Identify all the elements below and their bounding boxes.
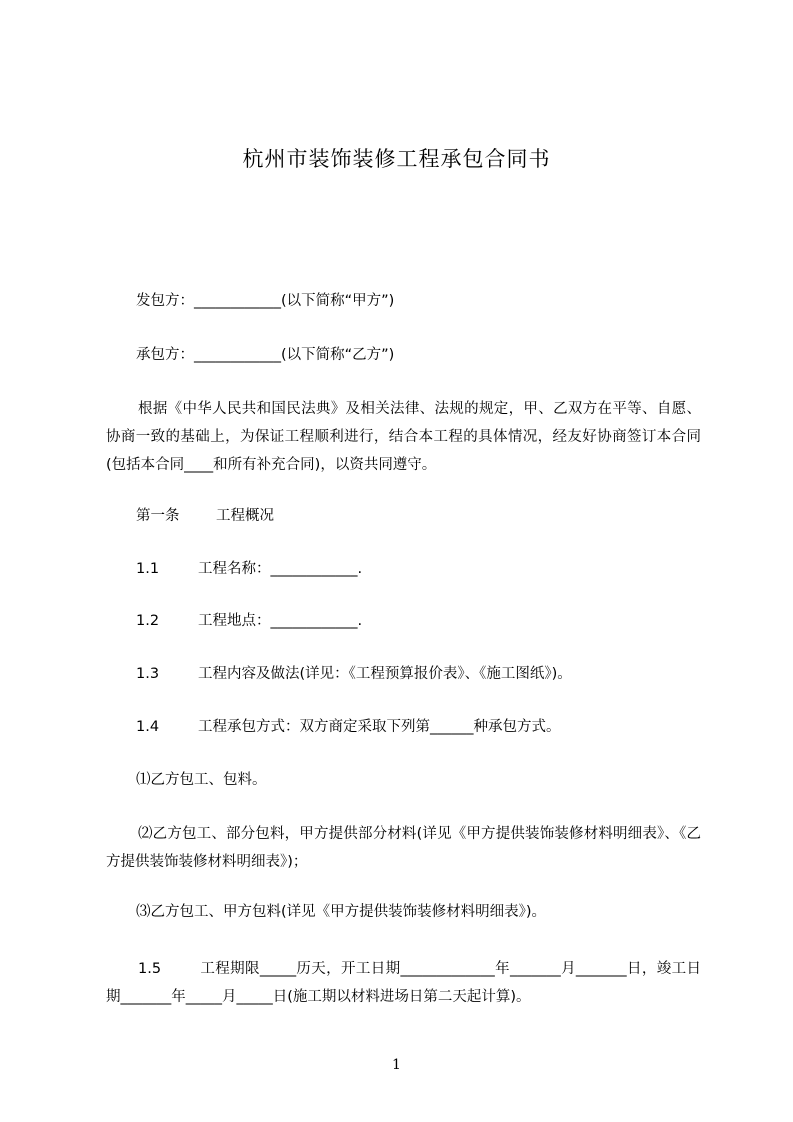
item-text: 工程承包方式：双方商定采取下列第______种承包方式。 xyxy=(198,719,561,735)
document-title: 杭州市装饰装修工程承包合同书 xyxy=(242,147,551,171)
option-1: ⑴乙方包工、包料。 xyxy=(136,772,267,788)
item-1-2 xyxy=(136,612,362,630)
item-text: 工程名称：____________. xyxy=(198,561,363,577)
article-number: 第一条 xyxy=(136,508,180,524)
page-number: 1 xyxy=(392,1057,401,1073)
option-3: ⑶乙方包工、甲方包料(详见《甲方提供装饰装修材料明细表》)。 xyxy=(136,904,547,920)
item-number: 1.5 xyxy=(138,961,162,977)
item-text: 工程地点：____________. xyxy=(198,613,363,629)
party-a-line: 发包方：____________(以下简称“甲方”) xyxy=(136,293,395,309)
item-number: 1.1 xyxy=(136,561,160,577)
item-number: 1.4 xyxy=(136,719,160,735)
item-1-3 xyxy=(136,665,572,683)
option-2: ⑵乙方包工、部分包料，甲方提供部分材料(详见《甲方提供装饰装修材料明细表》、《乙方提供装饰装修材料明细表》)； xyxy=(106,826,701,870)
article-title: 工程概况 xyxy=(216,508,274,524)
item-number: 1.2 xyxy=(136,613,160,629)
item-1-5 xyxy=(106,955,701,1011)
party-b-line: 承包方：____________(以下简称“乙方”) xyxy=(136,347,395,363)
article-1-heading xyxy=(136,507,274,525)
item-text: 工程期限_____历天，开工日期_____________年_______月_______日，竣工日期_______年_____月_____日(施工期以材料进场日第二天起计算)。 xyxy=(106,961,701,1005)
item-1-4 xyxy=(136,718,561,736)
item-1-1 xyxy=(136,560,362,578)
intro-paragraph: 根据《中华人民共和国民法典》及相关法律、法规的规定，甲、乙双方在平等、自愿、协商一致的基础上，为保证工程顺利进行，结合本工程的具体情况，经友好协商签订本合同(包括本合同____和所有补充合同)，以资共同遵守。 xyxy=(106,401,701,473)
item-number: 1.3 xyxy=(136,666,160,682)
item-text: 工程内容及做法(详见：《工程预算报价表》、《施工图纸》)。 xyxy=(198,666,572,682)
